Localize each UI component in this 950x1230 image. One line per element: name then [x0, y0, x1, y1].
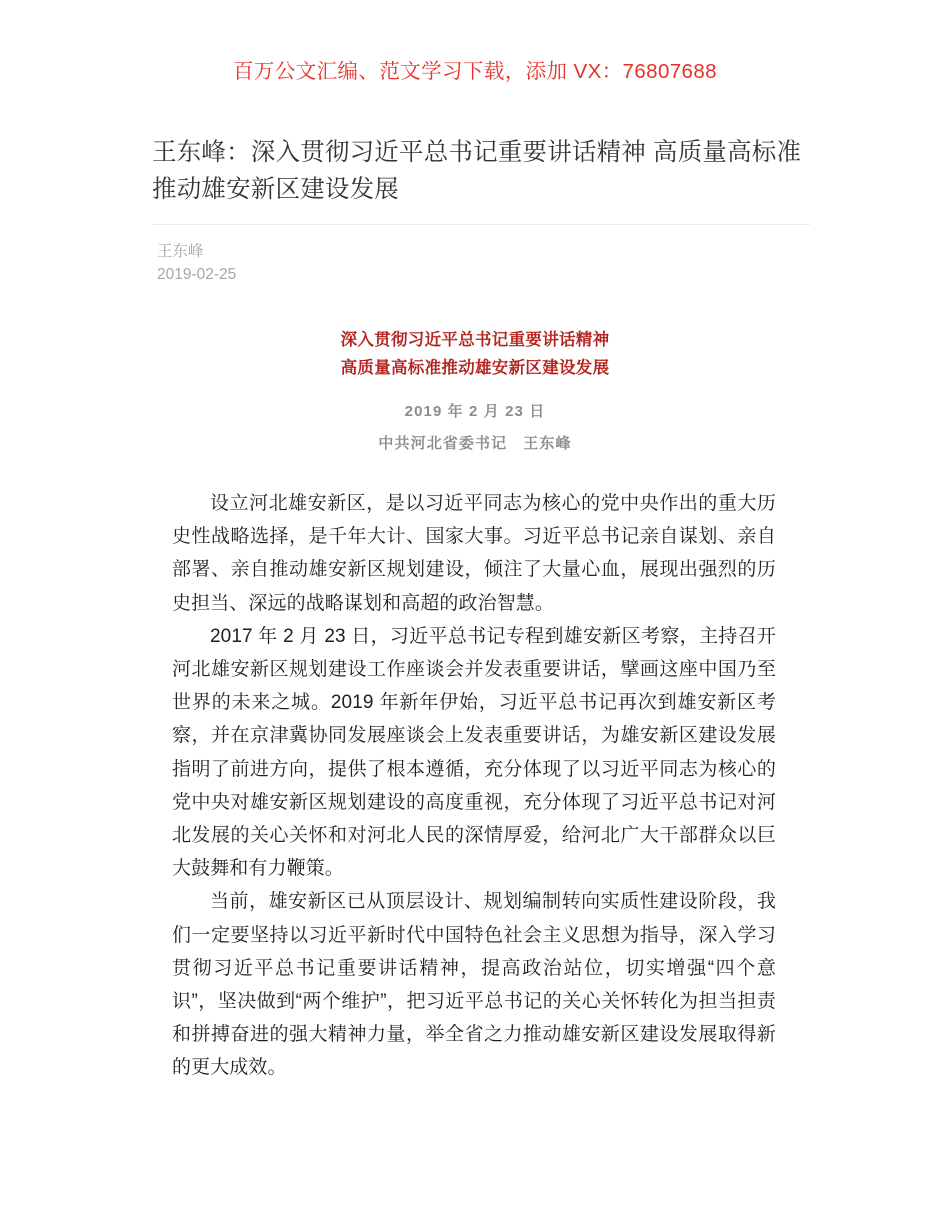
- promo-watermark-text: 百万公文汇编、范文学习下载，添加 VX：76807688: [233, 60, 717, 83]
- page-title: 王东峰：深入贯彻习近平总书记重要讲话精神 高质量高标准推动雄安新区建设发展: [152, 139, 802, 203]
- article-meta: [157, 240, 236, 286]
- speech-heading-line-2: 高质量高标准推动雄安新区建设发展: [340, 359, 610, 377]
- speech-heading-line-1: 深入贯彻习近平总书记重要讲话精神: [340, 331, 610, 349]
- body-paragraph: 设立河北雄安新区，是以习近平同志为核心的党中央作出的重大历史性战略选择，是千年大计、国家大事。习近平总书记亲自谋划、亲自部署、亲自推动雄安新区规划建设，倾注了大量心血，展现出强烈的历史担当、深远的战略谋划和高超的政治智慧。: [172, 493, 776, 614]
- header-divider: [152, 224, 810, 225]
- article-body: [172, 487, 776, 1085]
- speech-heading: [0, 326, 950, 382]
- article-date: 2019-02-25: [157, 266, 237, 283]
- speech-date: 2019 年 2 月 23 日: [404, 403, 546, 420]
- article-header: [152, 134, 810, 208]
- speech-subtitle-block: [0, 396, 950, 460]
- speech-byline: 中共河北省委书记 王东峰: [378, 435, 572, 452]
- body-paragraph: 当前，雄安新区已从顶层设计、规划编制转向实质性建设阶段，我们一定要坚持以习近平新时代中国特色社会主义思想为指导，深入学习贯彻习近平总书记重要讲话精神，提高政治站位，切实增强“四个意识”，坚决做到“两个维护”，把习近平总书记的关心关怀转化为担当担责和拼搏奋进的强大精神力量，举全省之力推动雄安新区建设发展取得新的更大成效。: [172, 891, 776, 1079]
- body-paragraph: 2017 年 2 月 23 日，习近平总书记专程到雄安新区考察，主持召开河北雄安新区规划建设工作座谈会并发表重要讲话，擘画这座中国乃至世界的未来之城。2019 年新年伊始，习近平总书记再次到雄安新区考察，并在京津冀协同发展座谈会上发表重要讲话，为雄安新区建设发展指明了前进方向，提供了根本遵循，充分体现了以习近平同志为核心的党中央对雄安新区规划建设的高度重视，充分体现了习近平总书记对河北发展的关心关怀和对河北人民的深情厚爱，给河北广大干部群众以巨大鼓舞和有力鞭策。: [172, 625, 776, 880]
- article-author: 王东峰: [157, 243, 204, 260]
